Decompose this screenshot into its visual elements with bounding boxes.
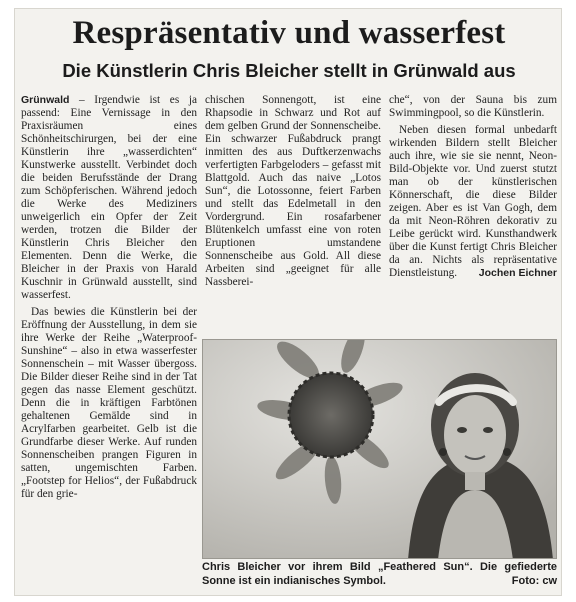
- paragraph: Das bewies die Künstlerin bei der Eröffnung der Ausstellung, in dem sie ihre Werke der Reihe „Waterproof-Sunshine“ – also in etwa wasserfester Sonnenschein – mit Wasser übergoss. Die Bilder dieser Reihe sind in der Tat gegen das nasse Element geschützt. Denn die in kräftigen Farbtönen gehaltenen Gemälde sind in Acrylfarben gearbeitet. Gelb ist die Grundfarbe dieser Werke. Auf runden Sonnenscheiben prangen Figuren in satten, ungemischten Farben. „Footstep for Helios“, der Fußabdruck für den grie-: [21, 306, 197, 500]
- dateline: Grünwald: [21, 94, 70, 106]
- article-column-2: [205, 94, 381, 332]
- paragraph-text: Neben diesen formal unbedarft wirkenden Bildern stellt Bleicher auch ihre, wie sie sie nennt, Neon-Bild-Objekte vor. Und zuerst stutzt man ob der künstlerischen Könnerschaft, die diese Bilder zeigen. Aber es ist Van Gogh, dem da mit Neon-Röhren dekorativ zu Leibe gerückt wird. Kunsthandwerk über die Kunst fertigt Chris Bleicher da an. Nichts als repräsentative Dienstleistung.: [389, 124, 557, 279]
- author: Jochen Eichner: [478, 267, 557, 279]
- paragraph: chischen Sonnengott, ist eine Rhapsodie in Schwarz und Rot auf dem gelben Grund der Sonnenscheibe. Ein schwarzer Fußabdruck prangt inmitten des aus Duftkerzenwachs verfertigten Farbgeloders – gefasst mit Blattgold. Auch das naive „Lotos Sun“, die Lotossonne, feiert Farben und stellt das Edelmetall in den Vordergrund. Ein rosafarbener Blütenkelch umfasst eine von roten Eruptionen umstandene Sonnenscheibe aus Gold. All diese Arbeiten sind „geeignet für alle Nassberei-: [205, 94, 381, 288]
- photo-caption: [202, 561, 557, 588]
- article-column-3: [389, 94, 557, 332]
- photo-credit: Foto: cw: [511, 574, 557, 587]
- headline: Respräsentativ und wasserfest: [72, 15, 506, 51]
- paragraph: [21, 94, 197, 302]
- photo-illustration: [203, 340, 557, 559]
- article-photo: [202, 339, 557, 559]
- caption-text: Chris Bleicher vor ihrem Bild „Feathered Sun“. Die gefiederte Sonne ist ein indianisches Symbol.: [202, 561, 557, 587]
- subheadline: Die Künstlerin Chris Bleicher stellt in Grünwald aus: [62, 60, 516, 81]
- newspaper-clipping: [14, 8, 562, 596]
- article-column-1: [21, 94, 197, 592]
- paragraph: che“, von der Sauna bis zum Swimmingpool, so die Künstlerin.: [389, 94, 557, 119]
- paragraph: [389, 124, 557, 280]
- paragraph-text: – Irgendwie ist es ja passend: Eine Vernissage in den Praxisräumen eines Schönheitschirurgen, bei der eine Künstlerin ihre „wasserdichten“ Kunstwerke ausstellt. Verbindet doch die beiden Berufsstände der Drang zum Schöpferischen. Während jedoch die Werke des Mediziners unweigerlich ein Opfer der Zeit werden, trotzen die Bilder der Künstlerin Chris Bleicher den Elementen. Denn die Werke, die Bleicher in der Praxis von Harald Kuschnir in Grünwald ausstellt, sind wasserfest.: [21, 94, 197, 301]
